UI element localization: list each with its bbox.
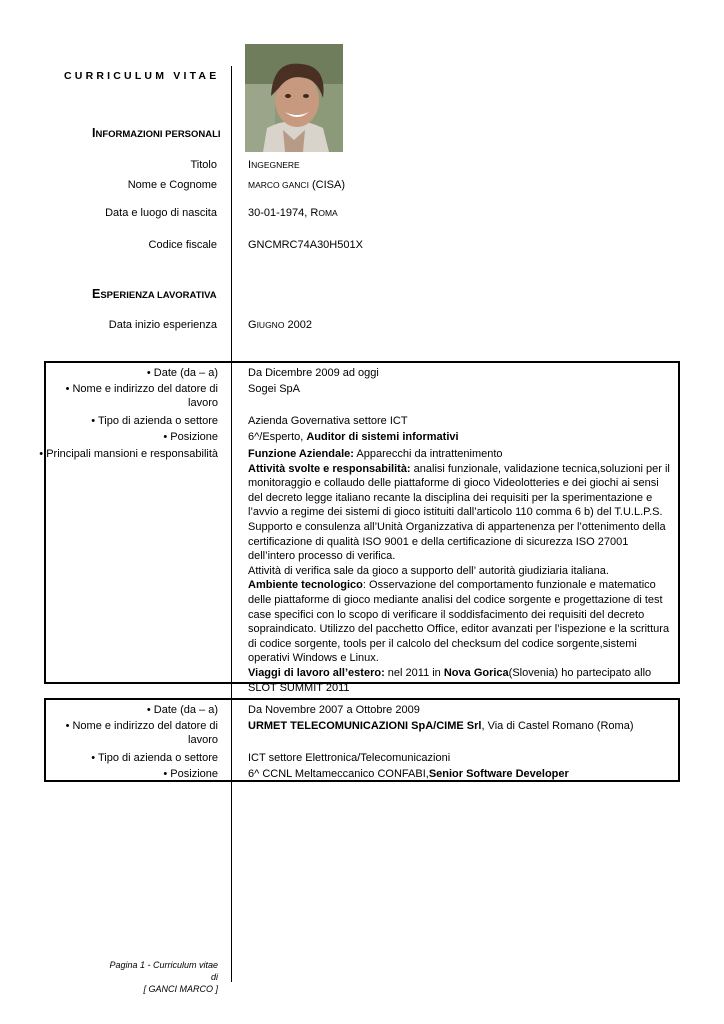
job2-position-value: 6^ CCNL Meltameccanico CONFABI,Senior Software Developer	[248, 768, 569, 780]
nome-label: Nome e Cognome	[127, 179, 217, 191]
nascita-value: 30-01-1974, ROMA	[248, 207, 338, 219]
job1-employer-label: • Nome e indirizzo del datore di lavoro	[65, 383, 218, 409]
job2-sector-value: ICT settore Elettronica/Telecomunicazioni	[248, 752, 451, 764]
job1-verify: Attività di verifica sale da gioco a supporto dell’ autorità giudiziaria italiana.	[248, 564, 609, 577]
titolo-label: Titolo	[190, 159, 217, 171]
job1-support: Supporto e consulenza all’Unità Organizzativa di appartenenza per l’ottenimento della certificazione di qualità ISO 9001 e della certificazione di sicurezza ISO 27001 dell’intero processo di verifica.	[248, 520, 666, 563]
job1-position-label: • Posizione	[163, 431, 218, 443]
portrait-photo-icon	[245, 44, 343, 152]
footer-line1: Pagina 1 - Curriculum vitae di	[109, 960, 218, 982]
job2-employer-value: URMET TELECOMUNICAZIONI SpA/CIME Srl, Via di Castel Romano (Roma)	[248, 720, 634, 732]
job2-employer-label: • Nome e indirizzo del datore di lavoro	[65, 720, 218, 746]
page-footer	[100, 959, 218, 995]
job2-box	[44, 698, 680, 782]
job1-duties-text	[248, 447, 676, 695]
personal-info-heading: INFORMAZIONI PERSONALI	[92, 126, 221, 140]
nome-value: MARCO GANCI (CISA)	[248, 179, 345, 191]
experience-heading: ESPERIENZA LAVORATIVA	[92, 287, 217, 301]
job2-divider	[231, 700, 232, 780]
nascita-label: Data e luogo di nascita	[105, 207, 217, 219]
job1-date-value: Da Dicembre 2009 ad oggi	[248, 367, 379, 379]
job1-date-label: • Date (da – a)	[146, 367, 218, 379]
job1-sector-label: • Tipo di azienda o settore	[91, 415, 218, 427]
inizio-value: GIUGNO 2002	[248, 319, 312, 331]
inizio-label: Data inizio esperienza	[108, 319, 217, 331]
job1-environment: Ambiente tecnologico: Osservazione del comportamento funzionale e matematico delle piattaforme di gioco mediante analisi del codice sorgente e progettazione di test case specifici con lo scopo di verificare il soddisfacimento dei requisiti del decreto sopraindicato. Utilizzo del pacchetto Office, editor avanzati per l’ispezione e la scrittura di codice sorgente, tools per il calcolo del checksum del codice sorgente,sistemi operativi Windows e Linux.	[248, 579, 670, 665]
job1-employer-value: Sogei SpA	[248, 383, 300, 395]
job1-travel: Viaggi di lavoro all’estero: nel 2011 in Nova Gorica(Slovenia) ho partecipato allo SLOT SUMMIT 2011	[248, 666, 652, 694]
cf-value: GNCMRC74A30H501X	[248, 239, 363, 251]
cv-title: CURRICULUM VITAE	[64, 70, 220, 82]
job1-divider	[231, 363, 232, 682]
job1-function: Funzione Aziendale: Apparecchi da intrattenimento	[248, 448, 503, 460]
cf-label: Codice fiscale	[148, 239, 217, 251]
job2-date-value: Da Novembre 2007 a Ottobre 2009	[248, 704, 420, 716]
job1-sector-value: Azienda Governativa settore ICT	[248, 415, 408, 427]
titolo-value: INGEGNERE	[248, 159, 300, 171]
footer-line2: [ GANCI MARCO ]	[143, 984, 218, 994]
job2-position-label: • Posizione	[163, 768, 218, 780]
job1-box	[39, 361, 680, 694]
job2-date-label: • Date (da – a)	[146, 704, 218, 716]
job1-duties-label: • Principali mansioni e responsabilità	[39, 448, 218, 460]
job1-position-value: 6^/Esperto, Auditor di sistemi informativi	[248, 431, 459, 443]
profile-photo	[245, 44, 343, 152]
job2-sector-label: • Tipo di azienda o settore	[91, 752, 218, 764]
job1-activities: Attività svolte e responsabilità: analisi funzionale, validazione tecnica,soluzioni per il monitoraggio e collaudo delle piattaforme di gioco Videolotteries e dei giochi ai sensi del decreto legge italiano recante la disciplina dei requisiti per la sperimentazione e l’avvio a regime dei sistemi di gioco istituiti dall’articolo 110 comma 6 b) del T.U.L.P.S.	[248, 462, 670, 519]
